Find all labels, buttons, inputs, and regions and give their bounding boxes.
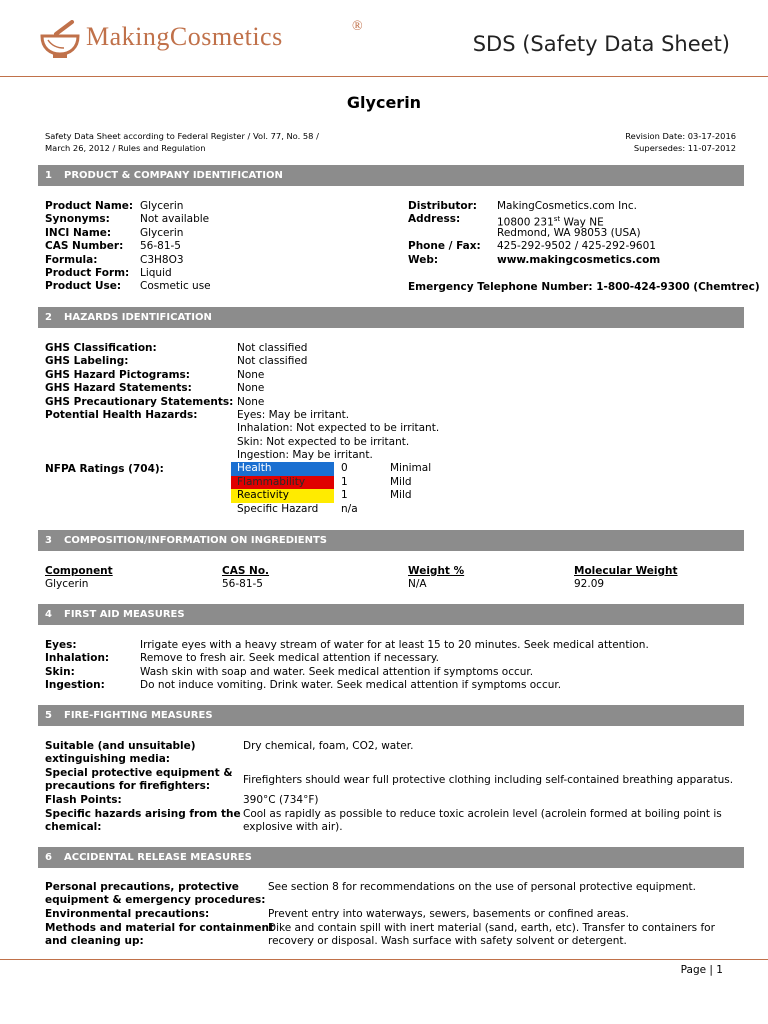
address-label: Address: — [408, 213, 461, 226]
ghs-labeling-label: GHS Labeling: — [45, 355, 129, 368]
extinguishing-media-value: Dry chemical, foam, CO2, water. — [243, 740, 414, 752]
nfpa-row-health — [231, 462, 471, 476]
section-4-header — [38, 604, 744, 625]
cas-number-label: CAS Number: — [45, 240, 124, 253]
nfpa-description: Mild — [390, 475, 412, 488]
nfpa-label: NFPA Ratings (704): — [45, 463, 164, 475]
label-line: equipment & emergency procedures: — [45, 894, 266, 907]
skin-label: Skin: — [45, 665, 75, 678]
nfpa-category: Health — [231, 462, 334, 476]
health-hazards-label: Potential Health Hazards: — [45, 408, 198, 421]
nfpa-description: Mild — [390, 489, 412, 501]
nfpa-row-reactivity — [231, 489, 471, 503]
ghs-labeling-value: Not classified — [237, 355, 308, 368]
address-suffix: st — [553, 215, 561, 224]
regulation-line-1: Safety Data Sheet according to Federal Register / Vol. 77, No. 58 / — [45, 131, 319, 141]
specific-hazards-value — [243, 808, 722, 835]
section-2-header — [38, 307, 744, 328]
product-form-value: Liquid — [140, 266, 172, 279]
section-number: 4 — [45, 609, 52, 620]
composition-col-cas — [222, 565, 269, 592]
nfpa-row-specific — [231, 503, 471, 517]
ghs-hazard-statements-value: None — [237, 382, 265, 395]
address-city: Redmond, WA 98053 (USA) — [497, 226, 641, 239]
section-title: FIRE-FIGHTING MEASURES — [64, 710, 213, 721]
personal-precautions-label — [45, 881, 265, 908]
section-number: 1 — [45, 170, 52, 181]
distributor-label: Distributor: — [408, 200, 477, 212]
environmental-precautions-label: Environmental precautions: — [45, 908, 210, 920]
health-hazard-skin: Skin: Not expected to be irritant. — [237, 435, 410, 448]
composition-col-weight — [408, 565, 464, 592]
sds-title: SDS (Safety Data Sheet) — [472, 32, 730, 56]
label-line: Suitable (and unsuitable) — [45, 740, 196, 752]
section-6-header — [38, 847, 744, 868]
value-line: Cool as rapidly as possible to reduce toxic acrolein level (acrolein formed at boiling point is — [243, 808, 722, 820]
section-3-header — [38, 530, 744, 551]
label-line: Methods and material for containment — [45, 922, 274, 934]
web-link[interactable]: www.makingcosmetics.com — [497, 253, 661, 266]
ingestion-value: Do not induce vomiting. Drink water. Seek medical attention if symptoms occur. — [140, 679, 562, 692]
personal-precautions-value: See section 8 for recommendations on the use of personal protective equipment. — [268, 881, 696, 893]
product-name-label: Product Name: — [45, 200, 134, 212]
formula-label: Formula: — [45, 253, 98, 266]
synonyms-value: Not available — [140, 213, 210, 226]
value-line: Dike and contain spill with inert material (sand, earth, etc). Transfer to containers for — [268, 922, 715, 934]
nfpa-description: Minimal — [390, 462, 432, 474]
column-header: CAS No. — [222, 565, 270, 577]
section-title: PRODUCT & COMPANY IDENTIFICATION — [64, 170, 283, 181]
environmental-precautions-value: Prevent entry into waterways, sewers, basements or confined areas. — [268, 908, 629, 920]
first-aid-values — [140, 639, 649, 693]
column-header: Molecular Weight — [574, 565, 678, 577]
label-line: Special protective equipment & — [45, 767, 233, 779]
eyes-label: Eyes: — [45, 639, 77, 651]
ghs-precautionary-value: None — [237, 395, 265, 408]
nfpa-category: Flammability — [231, 476, 334, 490]
product-values — [140, 200, 211, 294]
distributor-value: MakingCosmetics.com Inc. — [497, 200, 637, 212]
ghs-classification-value: Not classified — [237, 342, 308, 354]
section-number: 2 — [45, 312, 52, 323]
address-number: 10800 231 — [497, 216, 554, 229]
nfpa-category: Reactivity — [231, 489, 334, 503]
ghs-pictograms-label: GHS Hazard Pictograms: — [45, 368, 190, 381]
company-logo — [38, 18, 378, 66]
ghs-pictograms-value: None — [237, 368, 265, 381]
eyes-value: Irrigate eyes with a heavy stream of water for at least 15 to 20 minutes. Seek medical attention. — [140, 639, 649, 651]
product-use-label: Product Use: — [45, 280, 122, 293]
health-hazard-ingestion: Ingestion: May be irritant. — [237, 449, 373, 462]
label-line: Personal precautions, protective — [45, 881, 239, 893]
table-cell: 92.09 — [574, 578, 605, 591]
nfpa-value: 0 — [341, 462, 348, 474]
emergency-phone: Emergency Telephone Number: 1-800-424-9300 (Chemtrec) — [408, 281, 760, 293]
document-title: Glycerin — [346, 93, 422, 112]
revision-info — [625, 131, 736, 154]
nfpa-value: 1 — [341, 475, 348, 488]
value-line: explosive with air). — [243, 821, 343, 834]
cas-number-value: 56-81-5 — [140, 240, 181, 253]
page-number: Page | 1 — [680, 964, 723, 976]
address-street: Way NE — [560, 216, 604, 229]
table-cell: N/A — [408, 578, 427, 591]
section-title: COMPOSITION/INFORMATION ON INGREDIENTS — [64, 535, 327, 546]
ghs-precautionary-label: GHS Precautionary Statements: — [45, 395, 234, 408]
section-1-header — [38, 165, 744, 186]
nfpa-value: 1 — [341, 489, 348, 501]
flash-points-label: Flash Points: — [45, 794, 122, 806]
distributor-values — [497, 200, 660, 267]
product-name-value: Glycerin — [140, 200, 184, 212]
first-aid-labels — [45, 639, 109, 693]
phone-label: Phone / Fax: — [408, 240, 481, 253]
health-hazard-inhalation: Inhalation: Not expected to be irritant. — [237, 422, 440, 435]
section-number: 3 — [45, 535, 52, 546]
extinguishing-media-label — [45, 740, 196, 767]
table-cell: Glycerin — [45, 578, 89, 591]
nfpa-category: Specific Hazard — [237, 502, 319, 515]
ghs-classification-label: GHS Classification: — [45, 342, 157, 354]
product-form-label: Product Form: — [45, 266, 130, 279]
composition-col-mw — [574, 565, 678, 592]
nfpa-value: n/a — [341, 502, 358, 515]
section-number: 5 — [45, 710, 52, 721]
section-number: 6 — [45, 852, 52, 863]
flash-points-value: 390°C (734°F) — [243, 794, 319, 806]
mortar-pestle-icon — [38, 20, 82, 60]
label-line: chemical: — [45, 821, 102, 834]
synonyms-label: Synonyms: — [45, 213, 110, 226]
registered-mark: ® — [352, 19, 363, 34]
containment-value — [268, 922, 715, 949]
regulation-line-2: March 26, 2012 / Rules and Regulation — [45, 142, 206, 153]
ingestion-label: Ingestion: — [45, 679, 105, 692]
footer-divider — [0, 959, 768, 960]
composition-col-component — [45, 565, 113, 592]
protective-equipment-value: Firefighters should wear full protective clothing including self-contained breathing apparatus. — [243, 774, 734, 786]
regulation-note — [45, 131, 375, 154]
table-cell: 56-81-5 — [222, 578, 263, 591]
inhalation-label: Inhalation: — [45, 652, 110, 665]
section-title: ACCIDENTAL RELEASE MEASURES — [64, 852, 252, 863]
product-use-value: Cosmetic use — [140, 280, 211, 293]
skin-value: Wash skin with soap and water. Seek medical attention if symptoms occur. — [140, 665, 534, 678]
section-title: HAZARDS IDENTIFICATION — [64, 312, 212, 323]
nfpa-ratings-table — [231, 462, 471, 516]
ghs-hazard-statements-label: GHS Hazard Statements: — [45, 382, 192, 395]
section-title: FIRST AID MEASURES — [64, 609, 185, 620]
hazard-values — [237, 342, 439, 463]
nfpa-row-flammability — [231, 476, 471, 490]
product-labels — [45, 200, 133, 294]
protective-equipment-label — [45, 767, 232, 794]
distributor-labels — [408, 200, 481, 267]
label-line: extinguishing media: — [45, 753, 171, 766]
specific-hazards-label — [45, 808, 241, 835]
health-hazard-eyes: Eyes: May be irritant. — [237, 408, 350, 421]
label-line: precautions for firefighters: — [45, 780, 211, 793]
logo-text: MakingCosmetics — [86, 22, 283, 51]
containment-label — [45, 922, 274, 949]
address-value — [497, 213, 660, 229]
column-header: Component — [45, 565, 113, 577]
inci-name-label: INCI Name: — [45, 226, 112, 239]
inci-name-value: Glycerin — [140, 226, 184, 239]
inhalation-value: Remove to fresh air. Seek medical attention if necessary. — [140, 652, 439, 665]
section-5-header — [38, 705, 744, 726]
hazard-labels — [45, 342, 233, 422]
phone-value: 425-292-9502 / 425-292-9601 — [497, 240, 656, 253]
supersedes-date: Supersedes: 11-07-2012 — [633, 142, 736, 153]
web-label: Web: — [408, 253, 439, 266]
header-divider — [0, 76, 768, 77]
column-header: Weight % — [408, 565, 465, 577]
revision-date: Revision Date: 03-17-2016 — [625, 131, 736, 141]
value-line: recovery or disposal. Wash surface with safety solvent or detergent. — [268, 935, 627, 948]
formula-value: C3H8O3 — [140, 253, 184, 266]
label-line: and cleaning up: — [45, 935, 144, 948]
label-line: Specific hazards arising from the — [45, 808, 241, 820]
